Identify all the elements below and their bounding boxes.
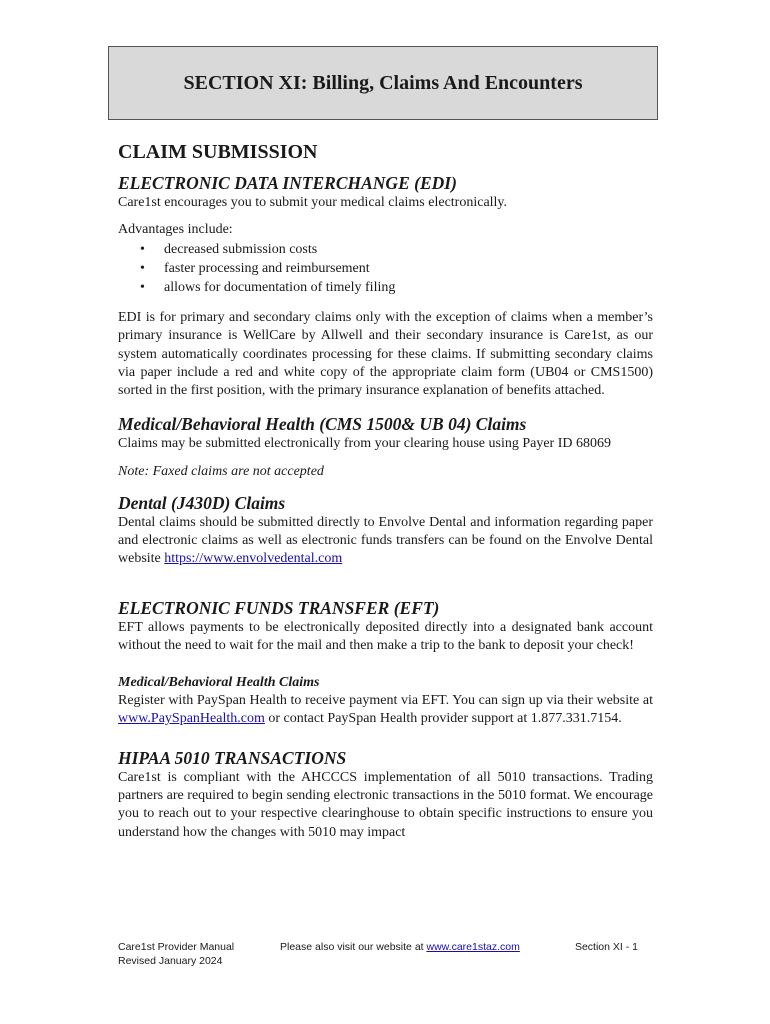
footer-manual: Care1st Provider Manual <box>118 941 235 953</box>
footer-visit <box>280 940 520 954</box>
footer-visit-text: Please also visit our website at <box>280 941 427 953</box>
eft-medical-subheading: Medical/Behavioral Health Claims <box>118 674 320 690</box>
list-item: • faster processing and reimbursement <box>164 259 653 278</box>
eft-register-text: Register with PaySpan Health to receive payment via EFT. You can sign up via their website at <box>118 692 653 708</box>
faxed-note: Note: Faxed claims are not accepted <box>118 464 324 480</box>
edi-heading: ELECTRONIC DATA INTERCHANGE (EDI) <box>118 173 457 193</box>
hipaa-heading: HIPAA 5010 TRANSACTIONS <box>118 747 347 768</box>
page-content <box>118 140 653 842</box>
dental-claims-paragraph <box>118 514 653 569</box>
eft-register-text-end: or contact PaySpan Health provider support at 1.877.331.7154. <box>264 711 622 727</box>
eft-register-paragraph <box>118 692 653 729</box>
footer-left <box>118 940 234 968</box>
dental-claims-text: Dental claims should be submitted directly to Envolve Dental and information regarding paper and electronic claims as well as electronic funds transfers can be found on the Envolve Dental website <box>118 514 653 567</box>
eft-text: EFT allows payments to be electronically deposited directly into a designated bank account without the need to wait for the mail and then make a trip to the bank to deposit your check! <box>118 619 653 654</box>
medical-claims-text: Claims may be submitted electronically from your clearing house using Payer ID 68069 <box>118 435 611 451</box>
dental-claims-heading: Dental (J430D) Claims <box>118 492 286 513</box>
section-title: SECTION XI: Billing, Claims And Encounters <box>183 71 583 94</box>
payspan-link[interactable]: www.PaySpanHealth.com <box>118 711 265 727</box>
hipaa-text: Care1st is compliant with the AHCCCS implementation of all 5010 transactions. Trading partners are required to begin sending electronic transactions in the 5010 format. We encourage you to reach out to your respective clearinghouse to obtain specific instructions to ensure you understand how the changes with 5010 may impact <box>118 769 653 840</box>
advantages-label: Advantages include: <box>118 222 233 238</box>
footer-revised: Revised January 2024 <box>118 955 223 967</box>
footer-page-number: Section XI - 1 <box>574 941 638 953</box>
care1st-website-link[interactable]: www.care1staz.com <box>426 941 520 953</box>
advantages-list <box>118 240 653 297</box>
envolve-dental-link[interactable]: https://www.envolvedental.com <box>164 551 343 567</box>
list-item: • decreased submission costs <box>164 240 653 259</box>
section-title-box <box>108 46 658 120</box>
edi-intro: Care1st encourages you to submit your medical claims electronically. <box>118 195 508 210</box>
list-item: • allows for documentation of timely filing <box>164 278 653 297</box>
medical-claims-heading: Medical/Behavioral Health (CMS 1500& UB 04) Claims <box>118 413 527 434</box>
edi-paragraph: EDI is for primary and secondary claims only with the exception of claims when a member’s primary insurance is WellCare by Allwell and their secondary insurance is Care1st, as our system automatically coordinates processing for these claims. If submitting secondary claims via paper include a red and white copy of the appropriate claim form (UB04 or CMS1500) sorted in the first position, with the primary insurance explanation of benefits attached. <box>118 309 653 399</box>
claim-submission-heading: CLAIM SUBMISSION <box>118 141 318 163</box>
eft-heading: ELECTRONIC FUNDS TRANSFER (EFT) <box>118 597 440 618</box>
